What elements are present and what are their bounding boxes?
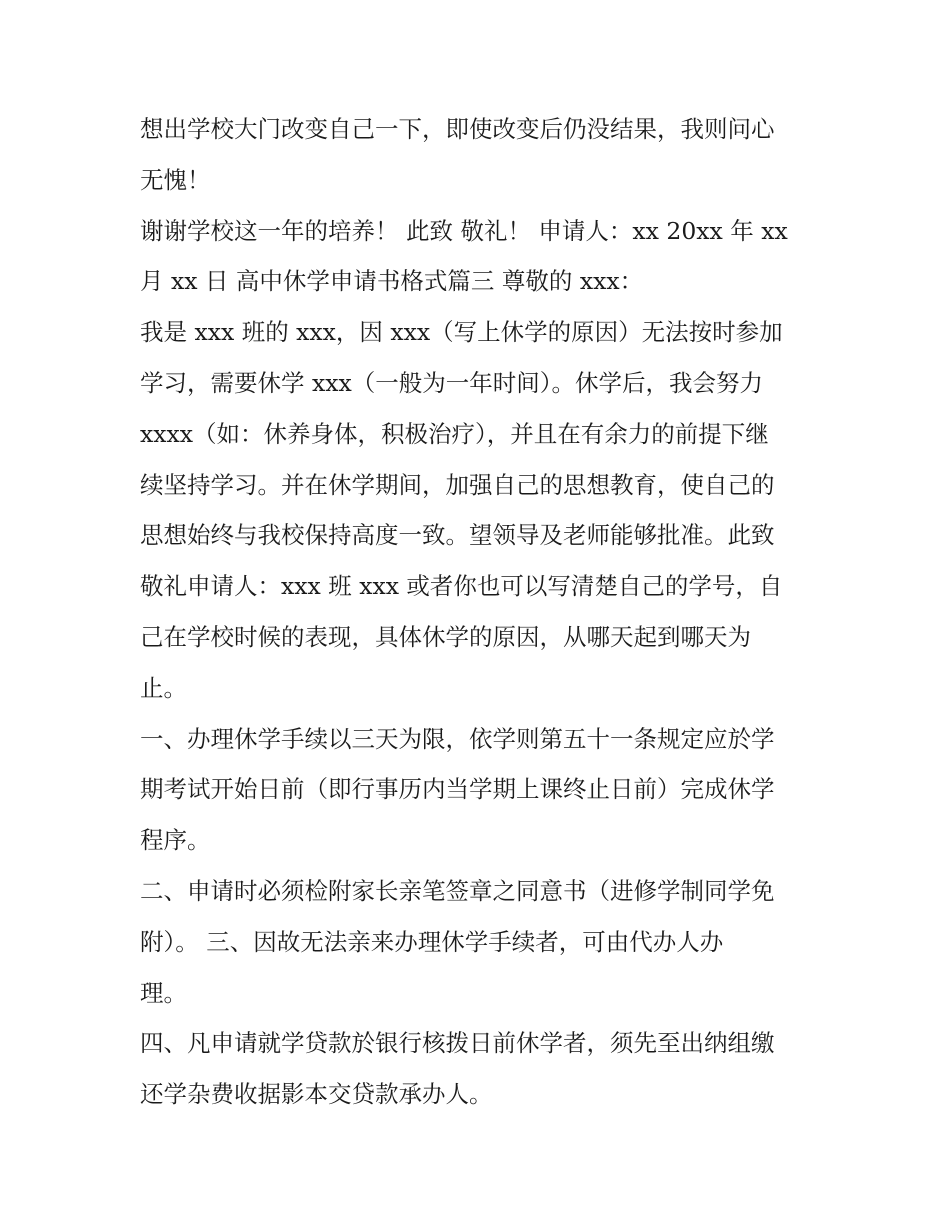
text-line: 敬礼申请人：xxx 班 xxx 或者你也可以写清楚自己的学号，自 bbox=[140, 572, 783, 601]
text-line: 谢谢学校这一年的培养！ 此致 敬礼！ 申请人：xx 20xx 年 xx bbox=[140, 216, 788, 245]
text-line: 学习，需要休学 xxx（一般为一年时间）。休学后，我会努力 bbox=[140, 368, 763, 397]
text-line: 想出学校大门改变自己一下，即使改变后仍没结果，我则问心 bbox=[140, 115, 775, 143]
text-line: 我是 xxx 班的 xxx，因 xxx（写上休学的原因）无法按时参加 bbox=[140, 318, 783, 347]
text-line: 程序。 bbox=[140, 826, 211, 855]
text-line: 理。 bbox=[140, 978, 187, 1007]
text-line: 还学杂费收据影本交贷款承办人。 bbox=[140, 1080, 493, 1109]
text-line: 止。 bbox=[140, 673, 187, 702]
text-line: 月 xx 日 高中休学申请书格式篇三 尊敬的 xxx： bbox=[140, 267, 644, 296]
text-line: 己在学校时候的表现，具体休学的原因，从哪天起到哪天为 bbox=[140, 622, 751, 651]
text-line: 期考试开始日前（即行事历内当学期上课终止日前）完成休学 bbox=[140, 775, 775, 804]
text-line: 附）。 三、因故无法亲来办理休学手续者，可由代办人办 bbox=[140, 927, 724, 956]
text-line: 无愧！ bbox=[140, 165, 211, 194]
document-body bbox=[140, 104, 820, 1120]
text-line: 一、办理休学手续以三天为限，依学则第五十一条规定应於学 bbox=[140, 724, 775, 753]
text-line: 思想始终与我校保持高度一致。望领导及老师能够批准。此致 bbox=[140, 521, 775, 550]
text-line: 续坚持学习。并在休学期间，加强自己的思想教育，使自己的 bbox=[140, 470, 775, 499]
text-line: 四、凡申请就学贷款於银行核拨日前休学者，须先至出纳组缴 bbox=[140, 1029, 775, 1058]
text-line: xxxx（如：休养身体，积极治疗），并且在有余力的前提下继 bbox=[140, 419, 769, 448]
text-line: 二、申请时必须检附家长亲笔签章之同意书（进修学制同学免 bbox=[140, 876, 775, 905]
